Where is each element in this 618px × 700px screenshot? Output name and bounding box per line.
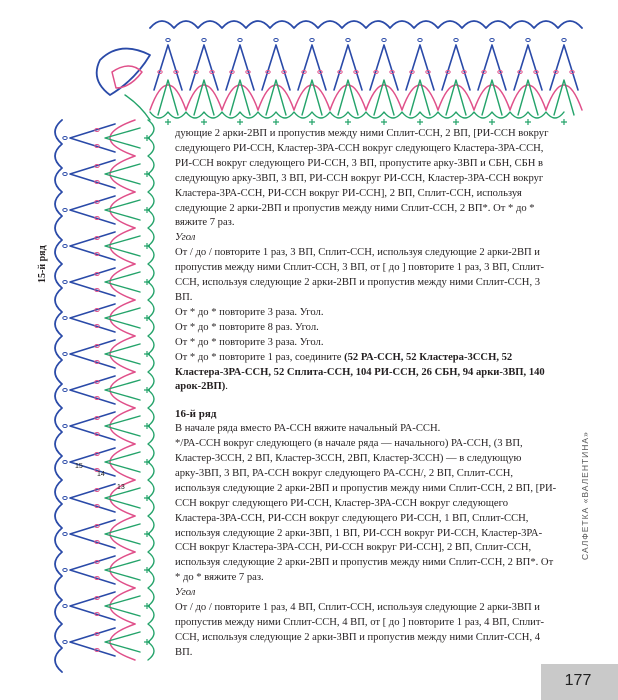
chart-cluster-blue xyxy=(70,448,115,476)
chart-cluster-blue xyxy=(154,45,182,90)
chain-stitch-mark xyxy=(454,39,458,42)
single-crochet-mark xyxy=(525,119,531,125)
chart-cluster-blue xyxy=(442,45,470,90)
single-crochet-mark xyxy=(417,119,423,125)
chart-outer-row-blue xyxy=(150,21,582,28)
chart-cluster-blue xyxy=(550,45,578,90)
corner-heading: Угол xyxy=(175,232,196,244)
summary-lead: От * до * повторите 1 раз, соедините xyxy=(175,351,345,363)
chart-cluster-blue xyxy=(190,45,218,90)
chain-stitch-mark xyxy=(490,39,494,42)
chain-stitch-mark xyxy=(63,173,67,176)
chart-arch-pink xyxy=(110,300,135,336)
chart-arch-pink xyxy=(402,85,438,110)
chain-stitch-mark xyxy=(274,39,278,42)
chart-arch-pink xyxy=(510,85,546,110)
single-crochet-mark xyxy=(453,119,459,125)
chart-cluster-blue xyxy=(70,484,115,512)
single-crochet-mark xyxy=(561,119,567,125)
single-crochet-mark xyxy=(345,119,351,125)
instruction-paragraph: От * до * повторите 8 раз. Угол. xyxy=(175,321,319,333)
instruction-summary xyxy=(175,351,560,396)
single-crochet-mark xyxy=(144,207,150,213)
single-crochet-mark xyxy=(144,531,150,537)
chart-cluster-blue xyxy=(262,45,290,90)
instruction-paragraph: */РА-ССН вокруг следующего (в начале ряда — начального) РА-ССН, (3 ВП, Кластер-3ССН, 2 ВП, Кластер-3ССН, 2ВП, Кластер-3ССН) — в следующую арку-3ВП, 3 ВП, РА-ССН вокруг следующего РА-ССН/, 2 ВП, Сплит-ССН, используя следующие 2 арки-2ВП и пропустив между ними Сплит-ССН, 2 ВП, [РИ-ССН вокруг следующего РИ-ССН, Кластер-3РА-ССН вокруг следующего Кластера-3РА-ССН, РИ-ССН вокруг следующего РИ-ССН, 1 ВП, Сплит-ССН, используя следующие 2 арки-3ВП, 1 ВП, РИ-ССН вокруг РИ-ССН, Кластер-3РА-ССН вокруг Кластера-3РА-ССН, РИ-ССН вокруг РИ-ССН], 2 ВП, Сплит-ССН, используя следующие 2 арки-2ВП и пропустив между ними Сплит-ССН, 2 ВП*. От * до * вяжите 7 раз. xyxy=(175,438,557,584)
book-section-title: САЛФЕТКА «ВАЛЕНТИНА» xyxy=(580,431,590,560)
chart-arch-pink xyxy=(366,85,402,110)
chain-stitch-mark xyxy=(562,39,566,42)
chart-arch-pink xyxy=(474,85,510,110)
chain-stitch-mark xyxy=(63,209,67,212)
single-crochet-mark xyxy=(201,119,207,125)
chart-cluster-blue xyxy=(514,45,542,90)
single-crochet-mark xyxy=(144,243,150,249)
chart-arch-pink xyxy=(110,336,135,372)
single-crochet-mark xyxy=(144,387,150,393)
chain-stitch-mark xyxy=(63,605,67,608)
row-15-label: 15-й ряд xyxy=(37,245,48,283)
chain-stitch-mark xyxy=(346,39,350,42)
chart-cluster-blue xyxy=(406,45,434,90)
chart-cluster-blue xyxy=(70,412,115,440)
chart-arch-pink xyxy=(110,372,135,408)
single-crochet-mark xyxy=(144,279,150,285)
summary-end: . xyxy=(225,381,228,393)
chain-stitch-mark xyxy=(63,641,67,644)
chart-outer-row-blue xyxy=(55,120,62,672)
page-number: 177 xyxy=(564,672,592,689)
chart-arch-pink xyxy=(330,85,366,110)
chart-arch-pink xyxy=(110,588,135,624)
single-crochet-mark xyxy=(144,639,150,645)
chain-stitch-mark xyxy=(166,39,170,42)
single-crochet-mark xyxy=(144,171,150,177)
instruction-paragraph: дующие 2 арки-2ВП и пропустив между ними Сплит-ССН, 2 ВП, [РИ-ССН вокруг следующего РИ-ССН, Кластер-3РА-ССН вокруг следующего Кластера-3РА-ССН, РИ-ССН вокруг следующего РИ-ССН, 3 ВП, пропустите арку-3ВП и СБН, СБН в следующую арку-3ВП, 3 ВП, РИ-ССН вокруг РИ-ССН, Кластер-3РА-ССН вокруг Кластера-3РА-ССН, РИ-ССН вокруг РИ-ССН], 2 ВП, Сплит-ССН, используя следующие 2 арки-2ВП и пропустив между ними Сплит-ССН, 2 ВП*. От * до * вяжите 7 раз. xyxy=(175,128,549,229)
chart-arch-pink xyxy=(110,264,135,300)
single-crochet-mark xyxy=(273,119,279,125)
chart-cluster-blue xyxy=(70,340,115,368)
instruction-paragraph: От / до / повторите 1 раз, 4 ВП, Сплит-ССН, используя следующие 2 арки-3ВП и пропустив между ними Сплит-ССН, 4 ВП, от [ до ] повторите 1 раз, 4 ВП, Сплит-ССН, используя следующие 2 арки-3ВП и пропустив между ними Сплит-ССН, 4 ВП. xyxy=(175,602,544,658)
corner-heading: Угол xyxy=(175,587,196,599)
chart-arch-pink xyxy=(546,85,582,110)
chain-stitch-mark xyxy=(63,317,67,320)
chain-stitch-mark xyxy=(63,281,67,284)
chain-stitch-mark xyxy=(63,137,67,140)
chart-cluster-blue xyxy=(70,376,115,404)
single-crochet-mark xyxy=(381,119,387,125)
row-16-heading: 16-й ряд xyxy=(175,408,217,421)
chart-cluster-blue xyxy=(370,45,398,90)
single-crochet-mark xyxy=(144,315,150,321)
instruction-paragraph: В начале ряда вместо РА-ССН вяжите начальный РА-ССН. xyxy=(175,423,441,435)
chart-arch-pink xyxy=(110,228,135,264)
chain-stitch-mark xyxy=(63,497,67,500)
single-crochet-mark xyxy=(144,351,150,357)
single-crochet-mark xyxy=(144,495,150,501)
chain-stitch-mark xyxy=(63,389,67,392)
chart-arch-pink xyxy=(438,85,474,110)
chart-corner-arch xyxy=(112,66,142,88)
chart-row-marker-15: 15 xyxy=(75,463,83,470)
chart-cluster-blue xyxy=(70,160,115,188)
chain-stitch-mark xyxy=(63,461,67,464)
chart-arch-pink xyxy=(294,85,330,110)
chart-arch-pink xyxy=(110,444,135,480)
chain-stitch-mark xyxy=(63,245,67,248)
chart-cluster-blue xyxy=(334,45,362,90)
single-crochet-mark xyxy=(144,567,150,573)
pattern-instructions xyxy=(175,127,560,661)
chart-row-marker-13: 13 xyxy=(117,484,125,491)
chart-cluster-blue xyxy=(70,124,115,152)
single-crochet-mark xyxy=(237,119,243,125)
chain-stitch-mark xyxy=(418,39,422,42)
chart-cluster-blue xyxy=(70,232,115,260)
chart-arch-pink xyxy=(110,552,135,588)
single-crochet-mark xyxy=(309,119,315,125)
instruction-paragraph: От * до * повторите 3 раза. Угол. xyxy=(175,336,324,348)
chain-stitch-mark xyxy=(63,569,67,572)
chart-arch-pink xyxy=(222,85,258,110)
chart-row-marker-14: 14 xyxy=(97,471,105,478)
chart-cluster-blue xyxy=(70,268,115,296)
chain-stitch-mark xyxy=(382,39,386,42)
single-crochet-mark xyxy=(165,119,171,125)
chain-stitch-mark xyxy=(63,425,67,428)
chart-cluster-blue xyxy=(70,520,115,548)
chart-cluster-blue xyxy=(226,45,254,90)
chart-cluster-blue xyxy=(70,556,115,584)
single-crochet-mark xyxy=(144,135,150,141)
instruction-paragraph: От / до / повторите 1 раз, 3 ВП, Сплит-ССН, используя следующие 2 арки-2ВП и пропустив между ними Сплит-ССН, 3 ВП, от [ до ] повторите 1 раз, 3 ВП, Сплит-ССН, используя следующие 2 арки-2ВП и пропустив между ними Сплит-ССН, 3 ВП. xyxy=(175,247,544,303)
chart-arch-pink xyxy=(186,85,222,110)
single-crochet-mark xyxy=(144,423,150,429)
chart-arch-pink xyxy=(110,120,135,156)
single-crochet-mark xyxy=(489,119,495,125)
chain-stitch-mark xyxy=(238,39,242,42)
chain-stitch-mark xyxy=(63,353,67,356)
chain-stitch-mark xyxy=(526,39,530,42)
chart-cluster-blue xyxy=(298,45,326,90)
chain-stitch-mark xyxy=(202,39,206,42)
single-crochet-mark xyxy=(144,459,150,465)
chart-arch-pink xyxy=(110,624,135,660)
chart-arch-pink xyxy=(110,516,135,552)
chart-cluster-blue xyxy=(478,45,506,90)
chart-arch-pink xyxy=(110,156,135,192)
chain-stitch-mark xyxy=(310,39,314,42)
stitch-count-total: (52 РА-ССН, 52 Кластера-3ССН, 52 Кластера-3РА-ССН, 52 Сплита-ССН, 104 РИ-ССН, 26 СБН, 94 арки-3ВП, 140 арок-2ВП) xyxy=(175,351,545,393)
chart-corner-spike xyxy=(125,95,150,120)
instruction-paragraph: От * до * повторите 3 раза. Угол. xyxy=(175,306,324,318)
chart-arch-pink xyxy=(258,85,294,110)
chart-cluster-blue xyxy=(70,304,115,332)
chart-cluster-blue xyxy=(70,196,115,224)
chart-arch-pink xyxy=(110,408,135,444)
single-crochet-mark xyxy=(144,603,150,609)
chart-arch-pink xyxy=(150,85,186,110)
chart-cluster-blue xyxy=(70,592,115,620)
chart-cluster-blue xyxy=(70,628,115,656)
chart-arch-pink xyxy=(110,192,135,228)
chain-stitch-mark xyxy=(63,533,67,536)
